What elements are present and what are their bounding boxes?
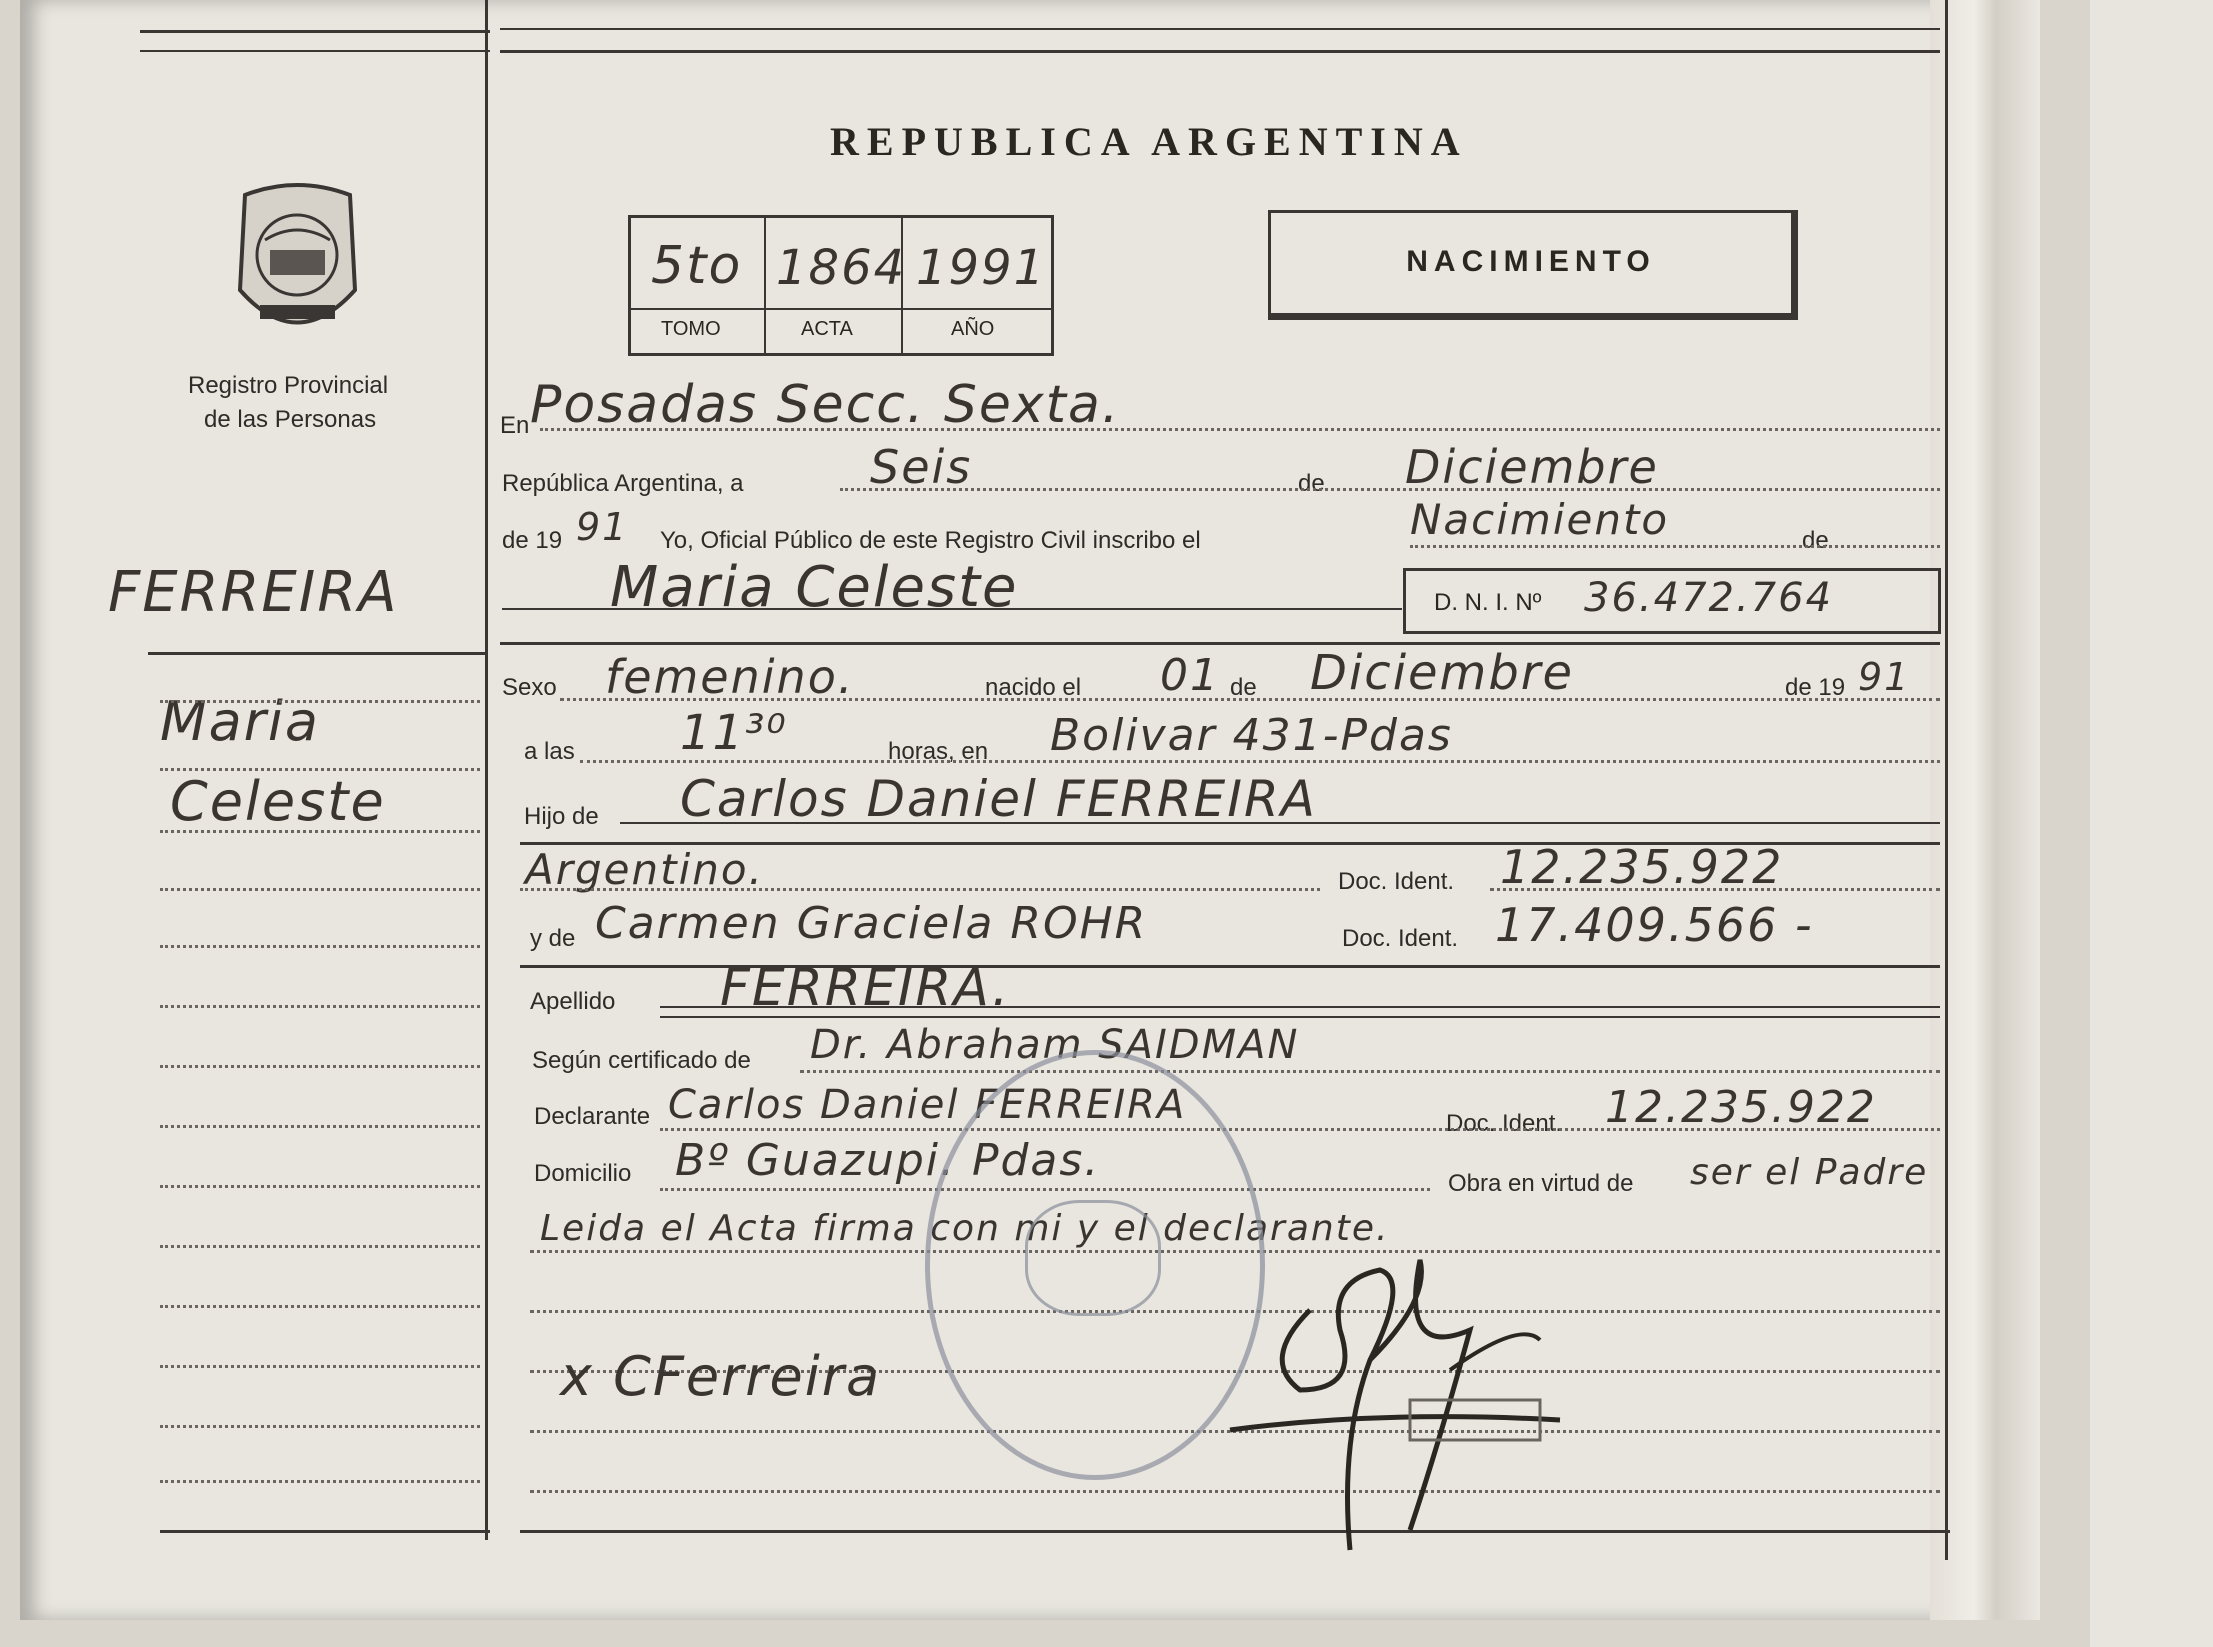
margin-dots [160,768,480,771]
domicilio-label: Domicilio [534,1160,632,1187]
de-label: de [1298,470,1325,497]
record-type-box [1268,210,1798,320]
nacido-dia: 01 [1160,650,1220,701]
declarante-value: Carlos Daniel FERREIRA [668,1082,1187,1128]
margin-name2: Celeste [170,770,386,833]
acta-value: 1864 [776,240,907,296]
obra-label: Obra en virtud de [1448,1170,1634,1197]
de2-label: de [1802,527,1829,554]
signature-left: x CFerreira [560,1345,882,1408]
margin-dots [160,1480,480,1483]
yde-label: y de [530,925,576,952]
margin-dots [160,1065,480,1068]
oficial-text: Yo, Oficial Público de este Registro Civil inscribo el [660,527,1201,554]
de19-label: de 19 [502,527,563,554]
tomo-label: TOMO [661,318,721,340]
margin-dots [160,888,480,891]
padre-doc: 12.235.922 [1500,840,1784,894]
country-title: REPUBLICA ARGENTINA [830,119,1468,164]
nacido-label: nacido el [985,674,1082,701]
anio-value: 1991 [916,240,1047,296]
line-rule [660,1006,1940,1008]
hijo-label: Hijo de [524,803,599,830]
registry-name-line1: Registro Provincial [188,372,389,399]
right-border [1945,0,1948,1560]
top-rule-left [140,30,490,33]
line-dots [520,888,1320,891]
margin-dots [160,1425,480,1428]
declarante-doc-label: Doc. Ident. [1446,1110,1563,1137]
signature-official [1220,1240,1600,1580]
certificado-value: Dr. Abraham SAIDMAN [810,1022,1300,1068]
nota-value: Leida el Acta firma con mi y el declarante. [540,1208,1390,1249]
sexo-value: femenino. [605,650,855,704]
dia-value: Seis [870,440,973,494]
margin-rule-bottom [160,1530,490,1533]
nombre-value: Maria Celeste [610,555,1019,620]
margin-dots [160,1125,480,1128]
padre-nac-value: Argentino. [525,845,764,894]
apellido-value: FERREIRA. [720,958,1011,1018]
anio-label: AÑO [951,318,995,340]
dni-value: 36.472.764 [1584,575,1834,621]
mes-value: Diciembre [1405,440,1659,494]
line-dots [1490,888,1940,891]
nacido-mes: Diciembre [1310,645,1575,701]
domicilio-value: Bº Guazupi. Pdas. [675,1135,1101,1186]
tomo-value: 5to [651,236,743,296]
nacido-anio: 91 [1858,655,1911,699]
de3-label: de [1230,674,1257,701]
official-stamp [925,1050,1265,1480]
madre-doc-label: Doc. Ident. [1342,925,1459,952]
alas-label: a las [524,738,575,765]
registry-name-line2: de las Personas [204,406,377,433]
dni-label: D. N. I. Nº [1434,589,1542,616]
line-rule [620,822,1940,824]
madre-value: Carmen Graciela ROHR [595,898,1148,949]
de19b-label: de 19 [1785,674,1846,701]
apellido-label: Apellido [530,988,616,1015]
lugar-value: Bolivar 431-Pdas [1050,710,1453,761]
line-dots [1410,545,1940,548]
margin-dots [160,1305,480,1308]
republica-label: República Argentina, a [502,470,744,497]
margin-dots [160,1005,480,1008]
nombre-rule [502,608,1402,610]
provincial-seal [230,180,365,340]
margin-dots [160,1185,480,1188]
declarante-doc: 12.235.922 [1605,1082,1877,1133]
margin-rule [148,652,488,655]
record-type: NACIMIENTO [1406,245,1656,278]
line-dots [660,1128,1940,1131]
en-value: Posadas Secc. Sexta. [530,375,1121,435]
line-dots [560,698,1940,701]
hora-value: 11³⁰ [680,705,788,761]
en-label: En [500,412,530,439]
segun-label: Según certificado de [532,1047,751,1074]
inscribe-value: Nacimiento [1410,495,1670,544]
padre-doc-label: Doc. Ident. [1338,868,1455,895]
line-dots [580,760,1940,763]
horas-label: horas, en [888,738,989,765]
sexo-label: Sexo [502,674,557,701]
line-rule [660,1016,1940,1018]
line-dots [540,428,1940,431]
margin-surname: FERREIRA [108,560,399,625]
margin-dots [160,830,480,833]
margin-name1: Maria [160,690,320,753]
facing-page-edge [2090,0,2213,1647]
margin-dots [160,945,480,948]
line-dots [800,1070,1940,1073]
section-rule [500,642,1940,645]
anio-value-form: 91 [576,505,629,549]
declarante-label: Declarante [534,1103,651,1130]
line-dots [840,488,1940,491]
top-rule-right [500,28,1940,30]
margin-dots [160,700,480,703]
register-page [20,0,1970,1620]
margin-dots [160,1365,480,1368]
padre-value: Carlos Daniel FERREIRA [680,770,1317,828]
madre-doc: 17.409.566 - [1495,898,1814,952]
margin-dots [160,1245,480,1248]
top-rule-left-2 [140,50,490,52]
acta-label: ACTA [801,318,853,340]
column-divider [485,0,488,1540]
top-rule-right-2 [500,50,1940,53]
obra-value: ser el Padre [1690,1152,1929,1193]
dni-box [1403,568,1941,634]
registry-box [628,215,1054,356]
seal-icon [230,180,365,340]
